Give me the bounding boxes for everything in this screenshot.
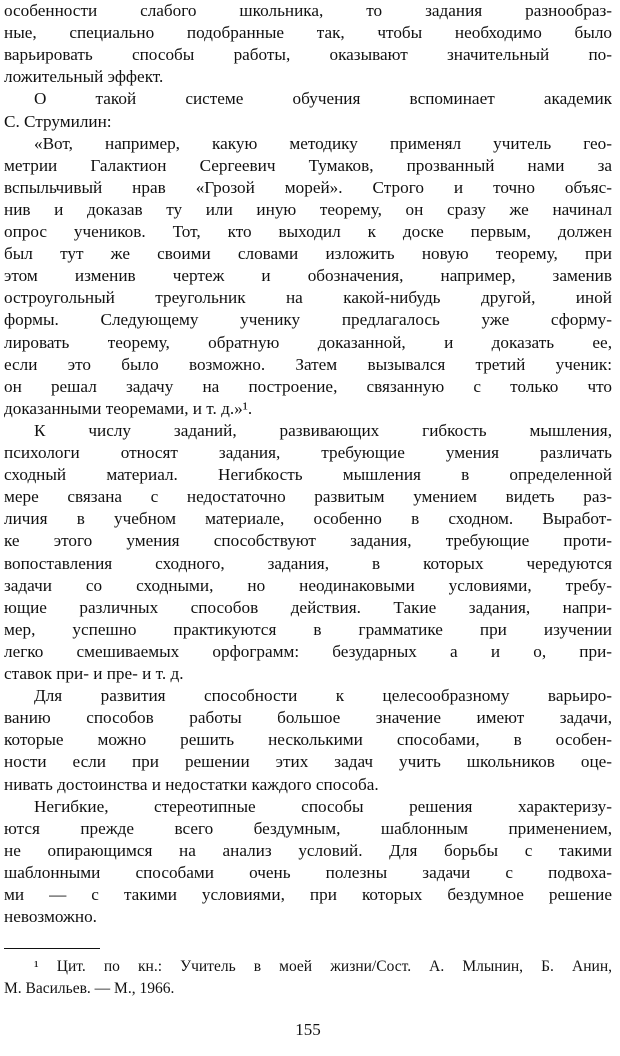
quote-first-line: «Вот, например, какую методику применял учитель гео- bbox=[34, 133, 612, 153]
text-line: сходный материал. Негибкость мышления в определенной bbox=[4, 465, 612, 485]
paragraph-first-line: О такой системе обучения вспоминает академик bbox=[34, 89, 612, 109]
text-line: ности если при решении этих задач учить школьников оце- bbox=[4, 752, 612, 772]
text-line: личия в учебном материале, особенно в сходном. Выработ- bbox=[4, 509, 612, 529]
text-line: мере связана с недостаточно развитым умением видеть раз- bbox=[4, 487, 612, 507]
text-line: мер, успешно практикуются в грамматике при изучении bbox=[4, 619, 612, 639]
text-line: С. Струмилин: bbox=[4, 111, 112, 131]
text-line: не опирающимся на анализ условий. Для борьбы с такими bbox=[4, 840, 612, 860]
text-line: нив и доказав ту или иную теорему, он сразу же начинал bbox=[4, 199, 612, 219]
paragraph-first-line: Негибкие, стереотипные способы решения характеризу- bbox=[34, 796, 612, 816]
text-line: ные, специально подобранные так, чтобы необходимо было bbox=[4, 23, 612, 43]
text-line: ложительный эффект. bbox=[4, 67, 164, 87]
book-page bbox=[4, 0, 612, 1056]
text-line: если это было возможно. Затем вызывался третий ученик: bbox=[4, 354, 612, 374]
text-line: шаблонными способами очень полезны задачи с подвоха- bbox=[4, 862, 612, 882]
text-line: метрии Галактион Сергеевич Тумаков, прозванный нами за bbox=[4, 155, 612, 175]
text-line: психологи относят задания, требующие умения различать bbox=[4, 443, 612, 462]
text-line: формы. Следующему ученику предлагалось уже сформу- bbox=[4, 310, 612, 330]
text-line: был тут же своими словами изложить новую теорему, при bbox=[4, 244, 612, 264]
footnote-line: ¹ Цит. по кн.: Учитель в моей жизни/Сост. А. Млынин, Б. Анин, bbox=[34, 958, 612, 975]
text-line: ванию способов работы большое значение имеют задачи, bbox=[4, 708, 612, 728]
page-number: 155 bbox=[295, 1020, 321, 1039]
text-line: лировать теорему, обратную доказанной, и доказать ее, bbox=[4, 332, 612, 352]
text-line: задачи со сходными, но неодинаковыми условиями, требу- bbox=[4, 575, 612, 595]
text-line: вспыльчивый нрав «Грозой морей». Строго и точно объяс- bbox=[4, 177, 612, 197]
text-line: особенности слабого школьника, то задания разнообраз- bbox=[4, 1, 612, 20]
text-line: этом изменив чертеж и обозначения, например, заменив bbox=[4, 266, 612, 286]
text-line: он решал задачу на построение, связанную с только что bbox=[4, 376, 612, 396]
text-line: ются прежде всего бездумным, шаблонным применением, bbox=[4, 818, 612, 838]
text-line: легко смешиваемых орфограмм: безударных а и о, при- bbox=[4, 641, 612, 661]
text-line: невозможно. bbox=[4, 907, 97, 927]
footnote-rule bbox=[4, 948, 100, 949]
text-line: опрос учеников. Тот, кто выходил к доске первым, должен bbox=[4, 222, 612, 241]
text-line: нивать достоинства и недостатки каждого способа. bbox=[4, 774, 379, 794]
text-line: доказанными теоремами, и т. д.»¹. bbox=[4, 398, 253, 418]
text-line: ющие различных способов действия. Такие задания, напри- bbox=[4, 597, 612, 617]
text-line: вопоставления сходного, задания, в которых чередуются bbox=[4, 553, 612, 573]
text-line: остроугольный треугольник на какой-нибудь другой, иной bbox=[4, 288, 612, 308]
text-line: которые можно решить несколькими способами, в особен- bbox=[4, 730, 612, 750]
paragraph-first-line: К числу заданий, развивающих гибкость мышления, bbox=[34, 420, 612, 440]
paragraph-first-line: Для развития способности к целесообразному варьиро- bbox=[34, 686, 612, 706]
text-line: ке этого умения способствуют задания, требующие проти- bbox=[4, 531, 612, 551]
text-line: варьировать способы работы, оказывают значительный по- bbox=[4, 45, 612, 65]
text-line: ставок при- и пре- и т. д. bbox=[4, 664, 184, 683]
text-line: ми — с такими условиями, при которых бездумное решение bbox=[4, 885, 612, 904]
footnote-line: М. Васильев. — М., 1966. bbox=[4, 980, 175, 997]
